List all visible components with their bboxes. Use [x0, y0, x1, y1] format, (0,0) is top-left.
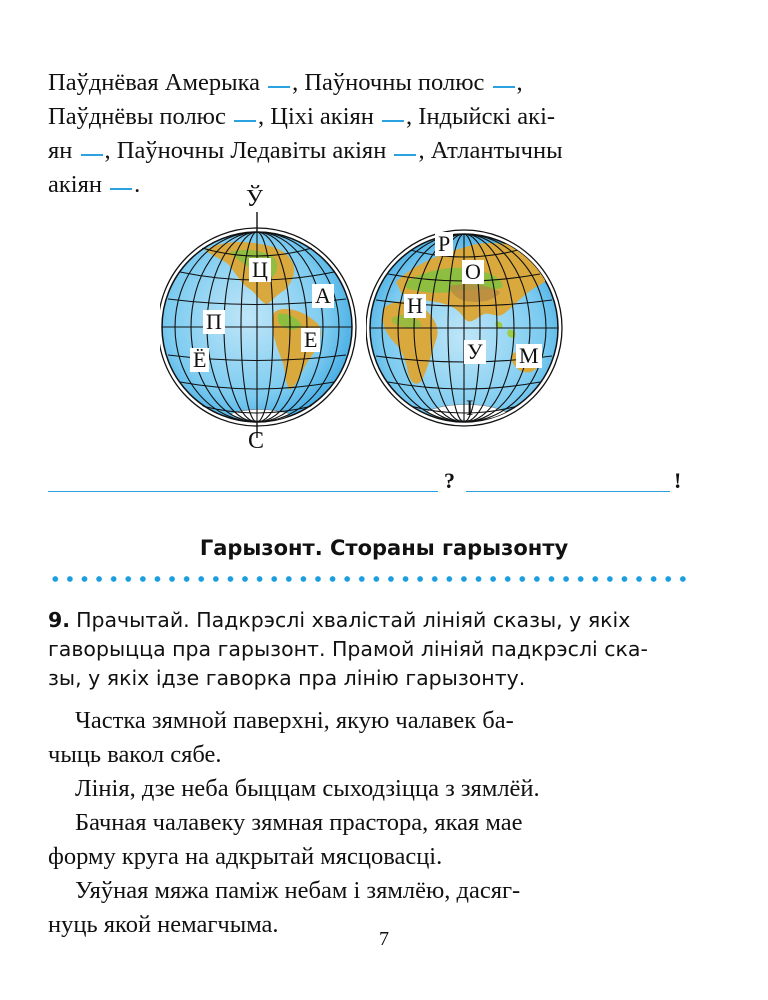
text-ocean-cont: ян — [48, 137, 73, 164]
text-pacific: , Ціхі акіян — [258, 103, 374, 130]
text-atlantic: , Атлантычны — [418, 137, 563, 164]
eastern-hemisphere-globe — [366, 222, 566, 432]
task-line-3 — [48, 664, 688, 693]
intro-line-4 — [48, 168, 688, 202]
sentence-3-line-2[interactable]: форму круга на адкрытай мясцовасці. — [48, 843, 443, 870]
task-text: Прачытай. Падкрэслі хвалістай лініяй сказы, у якіх — [76, 608, 631, 632]
western-globe-image — [160, 192, 360, 456]
task-number: 9. — [48, 608, 71, 632]
map-label-a[interactable]: А — [312, 284, 334, 308]
question-mark: ? — [444, 468, 455, 493]
sentences-block — [48, 704, 688, 942]
intro-line-3 — [48, 134, 688, 168]
answer-line-question[interactable] — [48, 491, 438, 492]
exclamation-mark: ! — [674, 468, 682, 493]
map-label-u[interactable]: У — [464, 340, 486, 364]
page-number: 7 — [379, 928, 389, 950]
sentence-2[interactable]: Лінія, дзе неба быццам сыходзіцца з зямлёй. — [75, 775, 540, 802]
text-arctic: , Паўночны Ледавіты акіян — [104, 137, 387, 164]
answer-line-exclamation[interactable] — [466, 491, 670, 492]
answer-blank[interactable] — [234, 116, 256, 122]
answer-row — [48, 468, 688, 494]
intro-line-1 — [48, 66, 688, 100]
dotted-divider — [48, 576, 688, 582]
text-ocean: акіян — [48, 171, 102, 198]
map-label-e[interactable]: Е — [301, 328, 320, 352]
map-label-c[interactable]: Ц — [249, 258, 271, 282]
map-label-p[interactable]: П — [203, 310, 225, 334]
pole-label-bottom: С — [248, 428, 265, 454]
map-label-i[interactable]: І — [466, 395, 474, 420]
task-line-2 — [48, 635, 688, 664]
section-title: Гарызонт. Стораны гарызонту — [199, 536, 569, 560]
intro-paragraph — [48, 66, 688, 202]
answer-blank[interactable] — [81, 150, 103, 156]
sentence-4-line-1[interactable]: Уяўная мяжа паміж небам і зямлёю, дасяг- — [75, 877, 521, 904]
answer-blank[interactable] — [268, 82, 290, 88]
map-label-m[interactable]: М — [516, 344, 542, 368]
text-indian: , Індыйскі акі- — [406, 103, 556, 130]
task-text: зы, у якіх ідзе гаворка пра лінію гарызонту. — [48, 666, 526, 690]
pole-label-top: Ў — [246, 186, 263, 212]
map-label-n[interactable]: Н — [404, 294, 426, 318]
map-label-o[interactable]: О — [462, 260, 484, 284]
punct: . — [134, 171, 141, 198]
intro-line-2 — [48, 100, 688, 134]
task-9 — [48, 606, 688, 693]
sentence-3-line-1[interactable]: Бачная чалавеку зямная прастора, якая мае — [75, 809, 523, 836]
text-south-america: Паўднёвая Амерыка — [48, 69, 260, 96]
punct: , — [516, 69, 523, 96]
sentence-1-line-1[interactable]: Частка зямной паверхні, якую чалавек ба- — [75, 707, 514, 734]
answer-blank[interactable] — [382, 116, 404, 122]
task-text: гаворыцца пра гарызонт. Прамой лініяй падкрэслі ска- — [48, 637, 648, 661]
text-south-pole: Паўднёвы полюс — [48, 103, 226, 130]
task-line-1 — [48, 606, 688, 635]
map-label-r[interactable]: Р — [435, 232, 453, 256]
sentence-1-line-2[interactable]: чыць вакол сябе. — [48, 741, 222, 768]
map-label-yo[interactable]: Ё — [190, 348, 209, 372]
answer-blank[interactable] — [110, 184, 132, 190]
answer-blank[interactable] — [493, 82, 515, 88]
western-hemisphere-globe — [160, 186, 360, 456]
text-north-pole: , Паўночны полюс — [292, 69, 485, 96]
sentence-4-line-2[interactable]: нуць якой немагчыма. — [48, 911, 279, 938]
answer-blank[interactable] — [394, 150, 416, 156]
